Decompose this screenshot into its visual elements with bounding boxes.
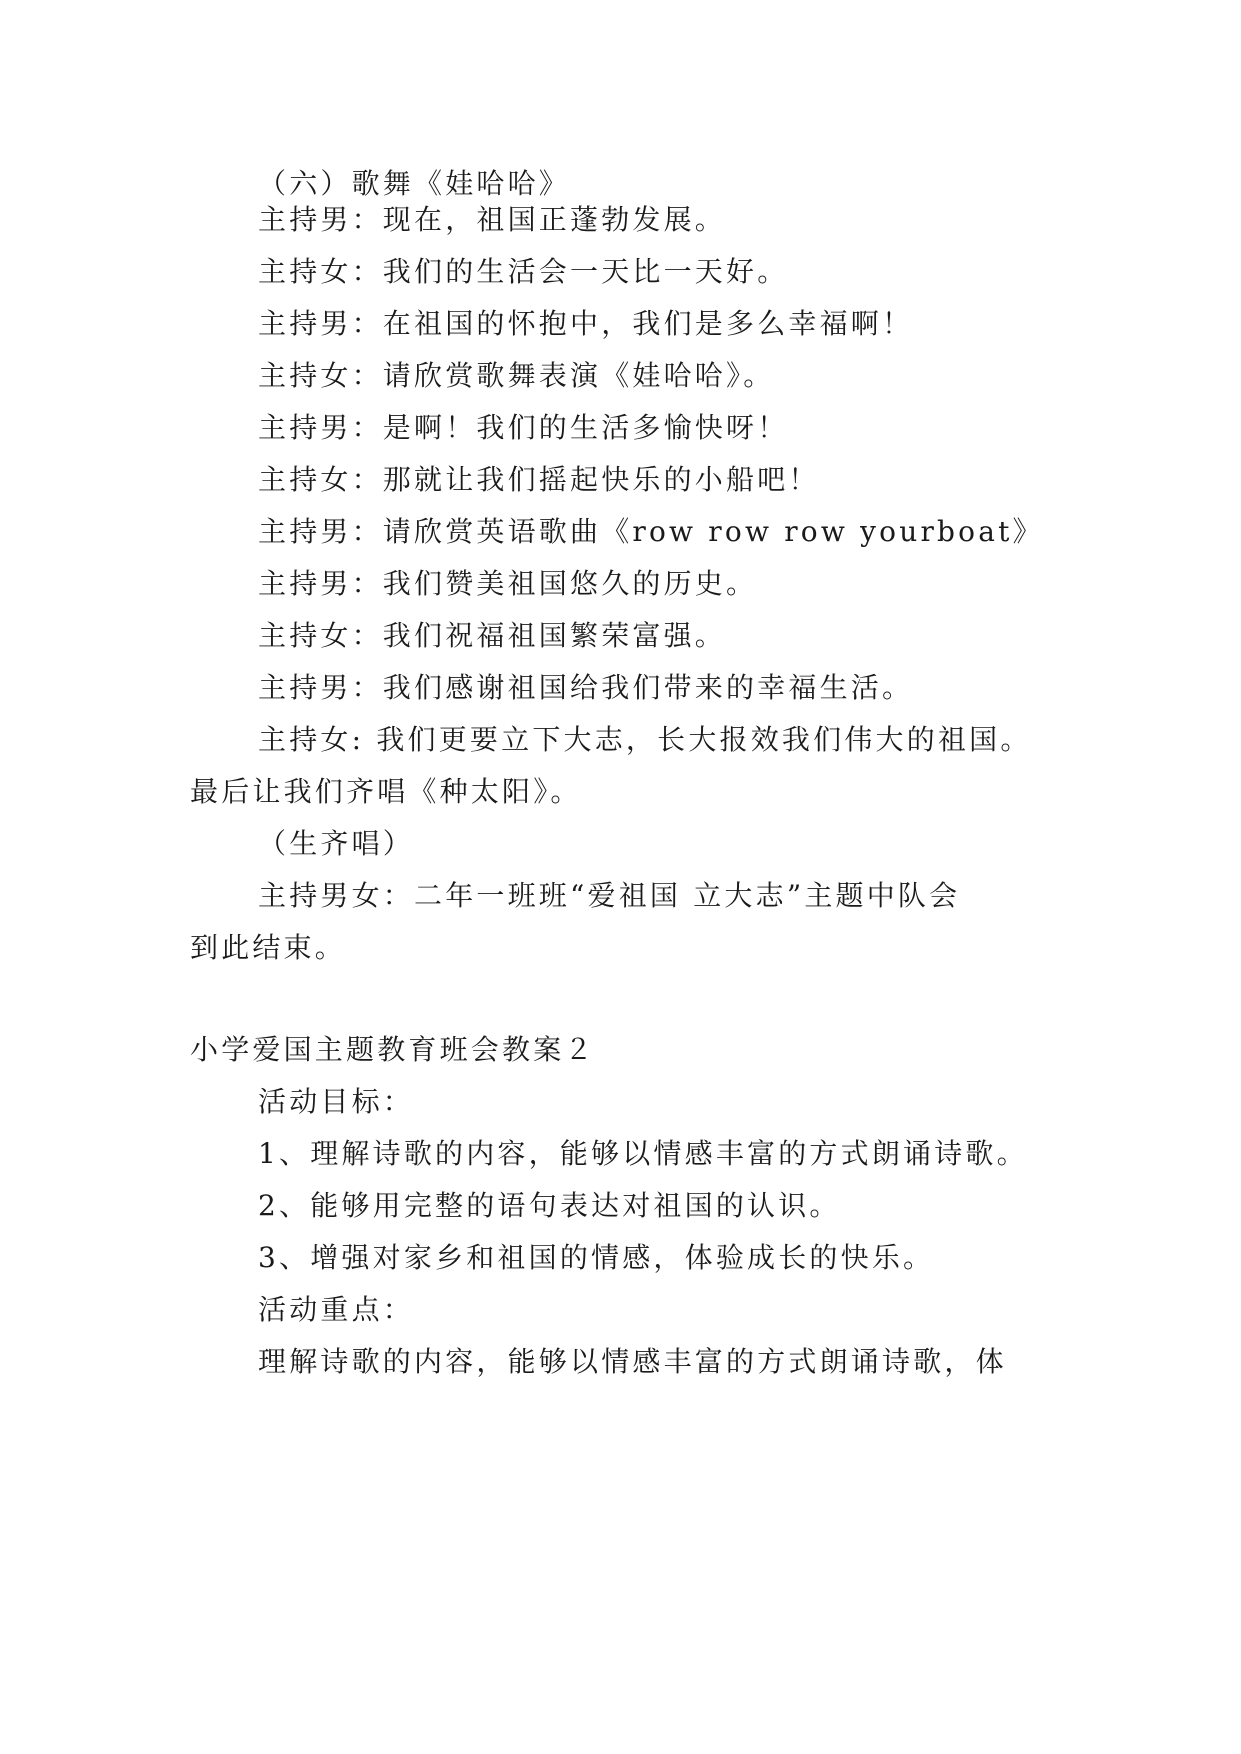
focus-heading: 活动重点：	[258, 1293, 415, 1326]
dialogue-line: 主持女: 我们更要立下大志，长大报效我们伟大的祖国。	[258, 723, 1032, 756]
dialogue-line: 主持女：我们祝福祖国繁荣富强。	[258, 619, 727, 652]
goal-item: 1、理解诗歌的内容，能够以情感丰富的方式朗诵诗歌。	[258, 1137, 1028, 1170]
dialogue-line: 主持男：我们赞美祖国悠久的历史。	[258, 567, 758, 600]
dialogue-line: 到此结束。	[190, 931, 347, 964]
dialogue-line: 主持男：请欣赏英语歌曲《row row row yourboat》	[258, 515, 1044, 548]
dialogue-line: 最后让我们齐唱《种太阳》。	[190, 775, 582, 808]
focus-text: 理解诗歌的内容，能够以情感丰富的方式朗诵诗歌，体	[258, 1345, 1007, 1378]
section-title: 小学爱国主题教育班会教案２	[190, 1033, 596, 1066]
dialogue-line: 主持女：我们的生活会一天比一天好。	[258, 255, 789, 288]
dialogue-line: 主持男：在祖国的怀抱中，我们是多么幸福啊！	[258, 307, 914, 340]
dialogue-line: 主持女：请欣赏歌舞表演《娃哈哈》。	[258, 359, 775, 392]
dialogue-line: 主持男女：二年一班班“爱祖国 立大志”主题中队会	[258, 879, 961, 912]
dialogue-line: 主持男：是啊！我们的生活多愉快呀！	[258, 411, 789, 444]
goal-item: 2、能够用完整的语句表达对祖国的认识。	[258, 1189, 841, 1222]
goal-item: 3、增强对家乡和祖国的情感，体验成长的快乐。	[258, 1241, 935, 1274]
dialogue-line: （生齐唱）	[258, 827, 415, 860]
dialogue-line: 主持男：我们感谢祖国给我们带来的幸福生活。	[258, 671, 914, 704]
dialogue-line: 主持女：那就让我们摇起快乐的小船吧！	[258, 463, 820, 496]
section-heading: （六）歌舞《娃哈哈》	[258, 167, 571, 200]
dialogue-line: 主持男：现在，祖国正蓬勃发展。	[258, 203, 727, 236]
goals-heading: 活动目标：	[258, 1085, 415, 1118]
